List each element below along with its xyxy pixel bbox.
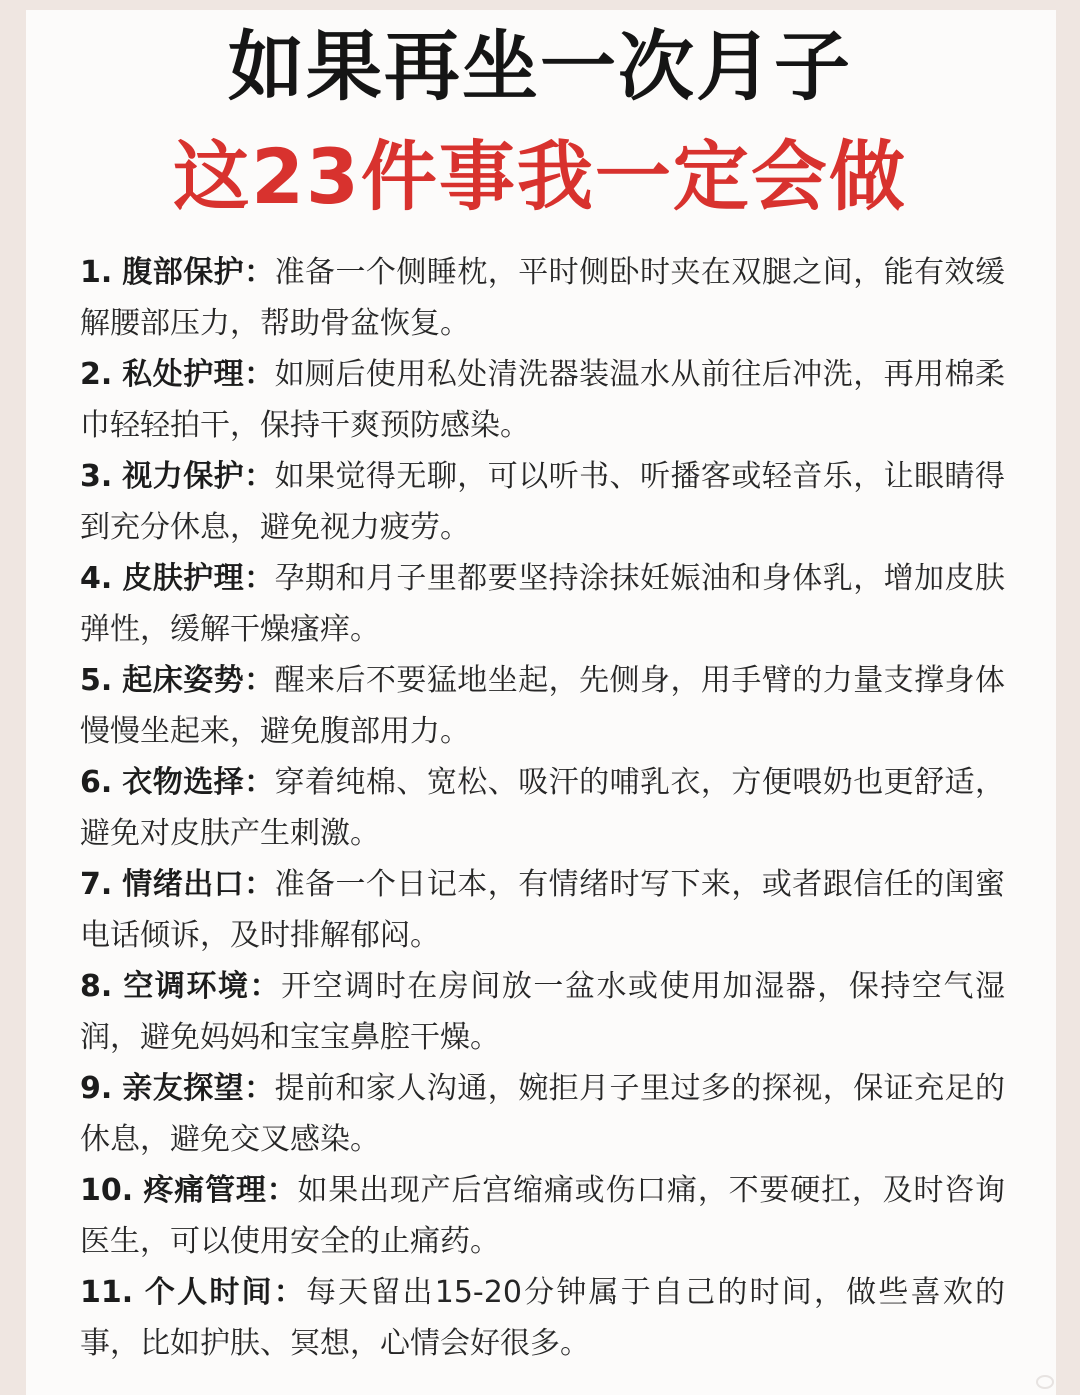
item-number: 7. [80, 867, 113, 902]
item-heading: 亲友探望： [122, 1071, 275, 1106]
item-heading: 情绪出口： [122, 867, 275, 902]
item-text: 准备一个日记本，有情绪时写下来，或者跟信任的闺蜜电话倾诉，及时排解郁闷。 [80, 867, 1006, 953]
list-item [80, 553, 1005, 655]
list-item [80, 349, 1005, 451]
list-item [80, 859, 1005, 961]
item-heading: 空调环境： [123, 969, 282, 1004]
page-title: 如果再坐一次月子 [228, 22, 852, 111]
item-number: 10. [80, 1173, 134, 1208]
list-item [80, 961, 1005, 1063]
item-text: 醒来后不要猛地坐起，先侧身，用手臂的力量支撑身体慢慢坐起来，避免腹部用力。 [80, 663, 1006, 749]
list-item [80, 1063, 1005, 1165]
item-text: 准备一个侧睡枕，平时侧卧时夹在双腿之间，能有效缓解腰部压力，帮助骨盆恢复。 [80, 255, 1006, 341]
item-number: 5. [80, 663, 113, 698]
list-item [80, 247, 1005, 349]
item-number: 6. [80, 765, 113, 800]
item-text: 如果出现产后宫缩痛或伤口痛，不要硬扛，及时咨询医生，可以使用安全的止痛药。 [80, 1173, 1006, 1259]
list-item [80, 1165, 1005, 1267]
list-item [80, 451, 1005, 553]
item-heading: 起床姿势： [122, 663, 275, 698]
item-text: 穿着纯棉、宽松、吸汗的哺乳衣，方便喂奶也更舒适，避免对皮肤产生刺激。 [80, 765, 1006, 851]
item-text: 如果觉得无聊，可以听书、听播客或轻音乐，让眼睛得到充分休息，避免视力疲劳。 [80, 459, 1006, 545]
item-number: 8. [80, 969, 113, 1004]
item-number: 1. [80, 255, 113, 290]
item-heading: 腹部保护： [122, 255, 275, 290]
page-subtitle: 这23件事我一定会做 [173, 132, 907, 221]
item-heading: 视力保护： [122, 459, 275, 494]
watermark-icon [1036, 1375, 1054, 1389]
item-text: 孕期和月子里都要坚持涂抹妊娠油和身体乳，增加皮肤弹性，缓解干燥瘙痒。 [80, 561, 1006, 647]
list-item [80, 1267, 1005, 1369]
item-number: 4. [80, 561, 113, 596]
item-number: 9. [80, 1071, 113, 1106]
item-text: 如厕后使用私处清洗器装温水从前往后冲洗，再用棉柔巾轻轻拍干，保持干爽预防感染。 [80, 357, 1006, 443]
item-number: 2. [80, 357, 113, 392]
item-heading: 私处护理： [122, 357, 275, 392]
item-number: 3. [80, 459, 113, 494]
list-item [80, 757, 1005, 859]
tips-list [80, 247, 1005, 1369]
item-heading: 衣物选择： [122, 765, 275, 800]
item-heading: 个人时间： [144, 1275, 306, 1310]
list-item [80, 655, 1005, 757]
item-text: 每天留出15-20分钟属于自己的时间，做些喜欢的事，比如护肤、冥想，心情会好很多。 [80, 1275, 1005, 1361]
item-heading: 皮肤护理： [122, 561, 275, 596]
item-text: 提前和家人沟通，婉拒月子里过多的探视，保证充足的休息，避免交叉感染。 [80, 1071, 1006, 1157]
item-heading: 疼痛管理： [143, 1173, 298, 1208]
item-number: 11. [80, 1275, 134, 1310]
item-text: 开空调时在房间放一盆水或使用加湿器，保持空气湿润，避免妈妈和宝宝鼻腔干燥。 [80, 969, 1005, 1055]
